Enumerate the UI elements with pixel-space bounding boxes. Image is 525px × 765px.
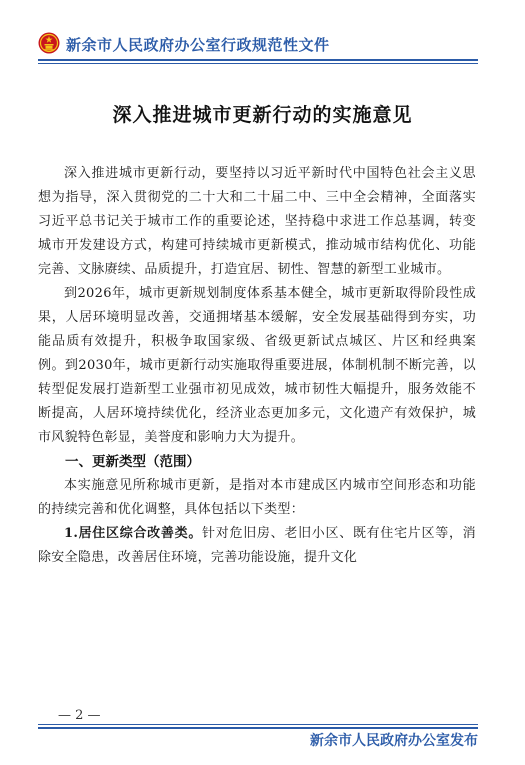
list-item-lead: 1.居住区综合改善类。 — [64, 526, 203, 541]
footer-divider-thick — [38, 727, 478, 729]
body-paragraph-1: 深入推进城市更新行动，要坚持以习近平新时代中国特色社会主义思想为指导，深入贯彻党的二十大和二十届二中、三中全会精神，全面落实习近平总书记关于城市工作的重要论述，坚持稳中求进工作总基调，转变城市开发建设方式，构建可持续城市更新模式，推动城市结构优化、功能完善、文脉赓续、品质提升，打造宜居、韧性、智慧的新型工业城市。 — [38, 166, 476, 277]
list-item-text: 针对危旧房、老旧小区、既有住宅片区等，消除安全隐患，改善居住环境，完善功能设施，提升文化 — [38, 526, 476, 565]
header-divider-thick — [38, 59, 478, 61]
document-footer — [38, 698, 478, 748]
footer-divider-thin — [38, 724, 478, 725]
section-paragraph: 本实施意见所称城市更新，是指对本市建成区内城市空间形态和功能的持续完善和优化调整，具体包括以下类型： — [38, 478, 476, 517]
document-header — [38, 30, 478, 70]
header-title: 新余市人民政府办公室行政规范性文件 — [66, 36, 330, 54]
header-divider-thin — [38, 63, 478, 64]
list-item-residential — [38, 522, 476, 570]
footer-publisher: 新余市人民政府办公室发布 — [310, 733, 478, 749]
document-title: 深入推进城市更新行动的实施意见 — [112, 104, 413, 126]
national-emblem-icon — [38, 32, 60, 54]
body-paragraph-2: 到2026年，城市更新规划制度体系基本健全，城市更新取得阶段性成果，人居环境明显改善，交通拥堵基本缓解，安全发展基础得到夯实，功能品质有效提升，积极争取国家级、省级更新试点城区、片区和经典案例。到2030年，城市更新行动实施取得重要进展，体制机制不断完善，以转型促发展打造新型工业强市初见成效，城市韧性大幅提升，服务效能不断提高，人居环境持续优化，经济业态更加多元，文化遗产有效保护，城市风貌特色彰显，美誉度和影响力大为提升。 — [38, 286, 476, 445]
section-heading: 一、更新类型（范围） — [65, 454, 200, 470]
page-number: — 2 — — [58, 708, 101, 723]
document-body — [38, 162, 476, 570]
